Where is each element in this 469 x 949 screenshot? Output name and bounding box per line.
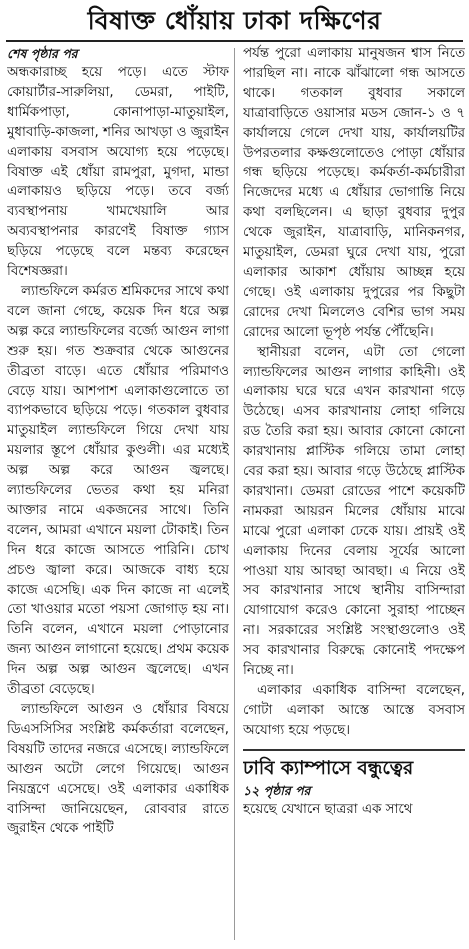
next-article-rule	[243, 749, 465, 751]
article-paragraph: এলাকার একাধিক বাসিন্দা বলেছেন, গোটা এলাকা আস্তে আস্তে বসবাস অযোগ্য হয়ে পড়ছে।	[243, 683, 465, 738]
article-paragraph: স্থানীয়রা বলেন, এটা তো গেলো ল্যান্ডফিলের আগুন লাগার কাহিনী। ওই এলাকায় ঘরে ঘরে এখন কারখানা গড়ে উঠেছে। এসব কারখানায় লোহা গলিয়ে রড তৈরি করা হয়। আবার কোনো কোনো কারখানায় প্লাস্টিক গলিয়ে তামা লোহা বের করা হয়। আবার গড়ে উঠেছে প্লাস্টিক কারখানা। ডেমরা রোডের পাশে কয়েকটি নামকরা আয়রন মিলের ধোঁয়ায় মাঝে মাঝে পুরো এলাকা ঢেকে যায়। প্রায়ই ওই এলাকায় দিনের বেলায় সূর্যের আলো পাওয়া যায় আবছা আবছা। এ নিয়ে ওই সব কারখানার সাথে স্থানীয় বাসিন্দারা যোগাযোগ করেও কোনো সুরাহা পাচ্ছেন না। সরকারের সংশ্লিষ্ট সংস্থাগুলোও ওই সব কারখানার বিরুদ্ধে কোনোই পদক্ষেপ নিচ্ছে না।	[243, 344, 465, 679]
article-paragraph: অন্ধকারাচ্ছ হয়ে পড়ে। এতে স্টাফ কোয়ার্টার-সারুলিয়া, ডেমরা, পাইটি, ধার্মিকপাড়া, কোনাপাড়া-মাতুয়াইল, মুধাবাড়ি-কাজলা, শনির আখড়া ও জুরাইন এলাকায় বসবাস অযোগ্য হয়ে পড়েছে। বিষাক্ত এই ধোঁয়া রামপুরা, মুগদা, মান্ডা এলাকায়ও ছড়িয়ে পড়ে। তবে বর্জ্য ব্যবস্থাপনায় খামখেয়ালি আর অব্যবস্থাপনার কারণেই বিষাক্ত গ্যাস ছড়িয়ে পড়েছে বলে মন্তব্য করেছেন বিশেষজ্ঞরা।	[7, 65, 229, 280]
headline-rule	[6, 40, 463, 42]
next-article-headline: ঢাবি ক্যাম্পাসে বন্ধুত্বের	[243, 757, 414, 779]
article-paragraph: ল্যান্ডফিলে কর্মরত শ্রমিকদের সাথে কথা বলে জানা গেছে, কয়েক দিন ধরে অল্প অল্প করে ল্যান্ডফিলের বর্জ্যে আগুন লাগা শুরু হয়। গত শুক্রবার থেকে আগুনের তীব্রতা বাড়ে। এতে ধোঁয়ার পরিমাণও বেড়ে যায়। আশপাশ এলাকাগুলোতে তা ব্যাপকভাবে ছড়িয়ে পড়ে। গতকাল বুধবার মাতুয়াইল ল্যান্ডফিলে গিয়ে দেখা যায় ময়লার স্তূপে ধোঁয়ার কুণ্ডলী। এর মধ্যেই অল্প অল্প করে আগুন জ্বলছে। ল্যান্ডফিলের ভেতর কথা হয় মনিরা আক্তার নামে একজনের সাথে। তিনি বলেন, আমরা এখানে ময়লা টোকাই। তিন দিন ধরে কাজে আসতে পারিনি। চোখ প্রচণ্ড জ্বালা করে। আজকে বাধ্য হয়ে কাজে এসেছি। এক দিন কাজে না এলেই তো খাওয়ার মতো পয়সা জোগাড় হয় না। তিনি বলেন, এখানে ময়লা পোড়ানোর জন্য আগুন লাগানো হয়েছে। প্রথম কয়েক দিন অল্প অল্প আগুন জ্বলেছে। এখন তীব্রতা বেড়েছে।	[7, 283, 229, 698]
continued-from-label: শেষ পৃষ্ঠার পর	[7, 46, 78, 61]
article-column-left	[7, 44, 229, 949]
article-column-right	[243, 44, 465, 949]
column-divider	[234, 48, 235, 940]
article-paragraph: পর্যন্ত পুরো এলাকায় মানুষজন শ্বাস নিতে পারছিল না। নাকে ঝাঁঝালো গন্ধ আসতে থাকে। গতকাল বুধবার সকালে যাত্রাবাড়িতে ওয়াসার মডস জোন-১ ও ৭ কার্যালয়ে গেলে দেখা যায়, কার্যালয়টির উপরতলার কক্ষগুলোতেও পোড়া ধোঁয়ার গন্ধ ছড়িয়ে পড়েছে। কর্মকর্তা-কর্মচারীরা নিজেদের মধ্যে এ ধোঁয়ার ভোগান্তি নিয়ে কথা বলছিলেন। এ ছাড়া বুধবার দুপুর থেকে জুরাইন, যাত্রাবাড়ি, মানিকনগর, মাতুয়াইল, ডেমরা ঘুরে দেখা যায়, পুরো এলাকার আকাশ ধোঁয়ায় আচ্ছন্ন হয়ে গেছে। ওই এলাকায় দুপুরের পর কিছুটা রোদের দেখা মিললেও বেশির ভাগ সময় রোদের আলো ভূপৃষ্ঠ পর্যন্ত পৌঁছেনি।	[243, 46, 465, 340]
article-paragraph: ল্যান্ডফিলে আগুন ও ধোঁয়ার বিষয়ে ডিএসসিসির সংশ্লিষ্ট কর্মকর্তারা বলেছেন, বিষয়টি তাদের নজরে এসেছে। ল্যান্ডফিলে আগুন অটো লেগে গিয়েছে। আগুন নিয়ন্ত্রণে এসেছে। ওই এলাকার একাধিক বাসিন্দা জানিয়েছেন, রোববার রাতে জুরাইন থেকে পাইটি	[7, 702, 229, 837]
next-article-first-line: হয়েছে যেখানে ছাত্ররা এক সাথে	[243, 801, 413, 817]
article-headline: বিষাক্ত ধোঁয়ায় ঢাকা দক্ষিণের	[87, 6, 382, 35]
next-article-continued-from-label: ১২ পৃষ্ঠার পর	[243, 782, 311, 798]
